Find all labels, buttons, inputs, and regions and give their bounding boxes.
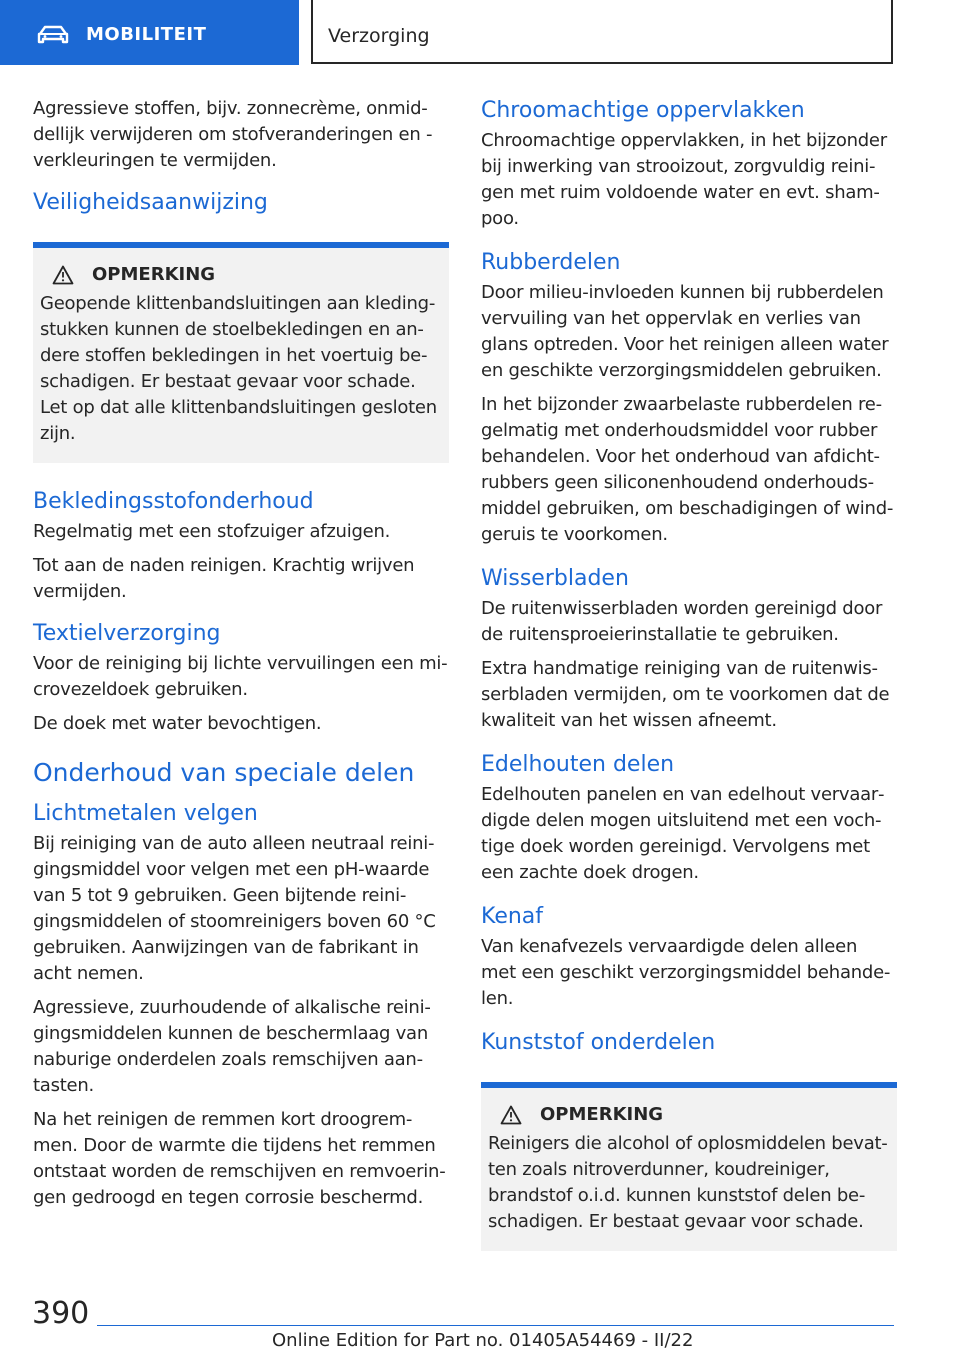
section-tab [0, 0, 299, 65]
chrome-heading: Chroomachtige oppervlakken [481, 98, 805, 123]
alloy-heading: Lichtmetalen velgen [33, 801, 258, 826]
kenaf-paragraph-1: Van kenafvezels vervaardigde delen alleen met een geschikt verzorgingsmiddel behande‐len. [481, 936, 891, 1009]
footer-divider [97, 1325, 894, 1326]
notice-text: Geopende klittenbandsluitingen aan kleding‐stukken kunnen de stoelbekledingen en an‐dere stoffen bekledingen in het voertuig be‐schadigen. Er bestaat gevaar voor schade. Let op dat alle klittenbandsluitingen gesloten zijn. [40, 293, 437, 444]
notice-title: OPMERKING [540, 1104, 664, 1125]
car-icon [36, 25, 70, 45]
wiper-paragraph-2: Extra handmatige reiniging van de ruitenwis‐serbladen vermijden, om te voorkomen dat de kwaliteit van het wissen afneemt. [481, 658, 890, 731]
alloy-paragraph-3: Na het reinigen de remmen kort droogrem‐men. Door de warmte die tijdens het remmen ontstaat worden de remschijven en remvoerin‐gen gedroogd en tegen corrosie beschermd. [33, 1109, 446, 1208]
notice-box [33, 242, 449, 463]
page-number: 390 [32, 1296, 90, 1331]
wiper-heading: Wisserbladen [481, 566, 629, 591]
warning-icon [52, 265, 74, 285]
warning-icon [500, 1105, 522, 1125]
intro-paragraph: Agressieve stoffen, bijv. zonnecrème, onmid‐dellijk verwijderen om stofveranderingen en -verkleuringen te vermijden. [33, 98, 433, 171]
notice-text: Reinigers die alcohol of oplosmiddelen bevat‐ten zoals nitroverdunner, koudreiniger, brandstof o.i.d. kunnen kunststof delen be‐schadigen. Er bestaat gevaar voor schade. [488, 1133, 888, 1232]
wood-heading: Edelhouten delen [481, 752, 675, 777]
textile-paragraph-2: De doek met water bevochtigen. [33, 713, 322, 734]
upholstery-paragraph-2: Tot aan de naden reinigen. Krachtig wrijven vermijden. [33, 555, 415, 602]
breadcrumb-label: Verzorging [328, 25, 430, 47]
textile-paragraph-1: Voor de reiniging bij lichte vervuilingen een mi‐crovezeldoek gebruiken. [33, 653, 448, 700]
chrome-paragraph-1: Chroomachtige oppervlakken, in het bijzonder bij inwerking van strooizout, zorgvuldig reini‐gen met ruim voldoende water en evt. sham‐poo. [481, 130, 887, 229]
rubber-paragraph-2: In het bijzonder zwaarbelaste rubberdelen re‐gelmatig met onderhoudsmiddel voor rubber behandelen. Voor het onderhoud van afdicht‐rubbers geen siliconenhoudend onderhouds‐middel gebruiken, om beschadigingen of wind‐geruis te voorkomen. [481, 394, 894, 545]
notice-title: OPMERKING [92, 264, 216, 285]
rubber-paragraph-1: Door milieu-invloeden kunnen bij rubberdelen vervuiling van het oppervlak en verlies van glans optreden. Voor het reinigen alleen water en geschikte verzorgingsmiddelen gebruiken. [481, 282, 889, 381]
section-tab-label: MOBILITEIT [86, 24, 207, 45]
breadcrumb [311, 0, 893, 64]
textile-heading: Textielverzorging [33, 621, 221, 646]
safety-heading: Veiligheidsaanwijzing [33, 190, 268, 215]
notice-box [481, 1082, 897, 1251]
edition-text: Online Edition for Part no. 01405A54469 - II/22 [272, 1330, 694, 1351]
wood-paragraph-1: Edelhouten panelen en van edelhout vervaar‐digde delen mogen uitsluitend met een voch‐tige doek worden gereinigd. Vervolgens met een zachte doek drogen. [481, 784, 885, 883]
upholstery-paragraph-1: Regelmatig met een stofzuiger afzuigen. [33, 521, 391, 542]
alloy-paragraph-2: Agressieve, zuurhoudende of alkalische reini‐gingsmiddelen kunnen de beschermlaag van naburige onderdelen zoals remschijven aan‐tasten. [33, 997, 431, 1096]
alloy-paragraph-1: Bij reiniging van de auto alleen neutraal reini‐gingsmiddel voor velgen met een pH-waarde van 5 tot 9 gebruiken. Geen bijtende reini‐gingsmiddelen of stoomreinigers boven 60 °C gebruiken. Aanwijzingen van de fabrikant in acht nemen. [33, 833, 436, 984]
left-column [33, 96, 449, 1219]
plastic-heading: Kunststof onderdelen [481, 1030, 716, 1055]
rubber-heading: Rubberdelen [481, 250, 621, 275]
kenaf-heading: Kenaf [481, 904, 544, 929]
upholstery-heading: Bekledingsstofonderhoud [33, 489, 314, 514]
special-parts-heading: Onderhoud van speciale delen [33, 758, 415, 787]
wiper-paragraph-1: De ruitenwisserbladen worden gereinigd door de ruitensproeierinstallatie te gebruiken. [481, 598, 883, 645]
right-column [481, 96, 897, 1257]
